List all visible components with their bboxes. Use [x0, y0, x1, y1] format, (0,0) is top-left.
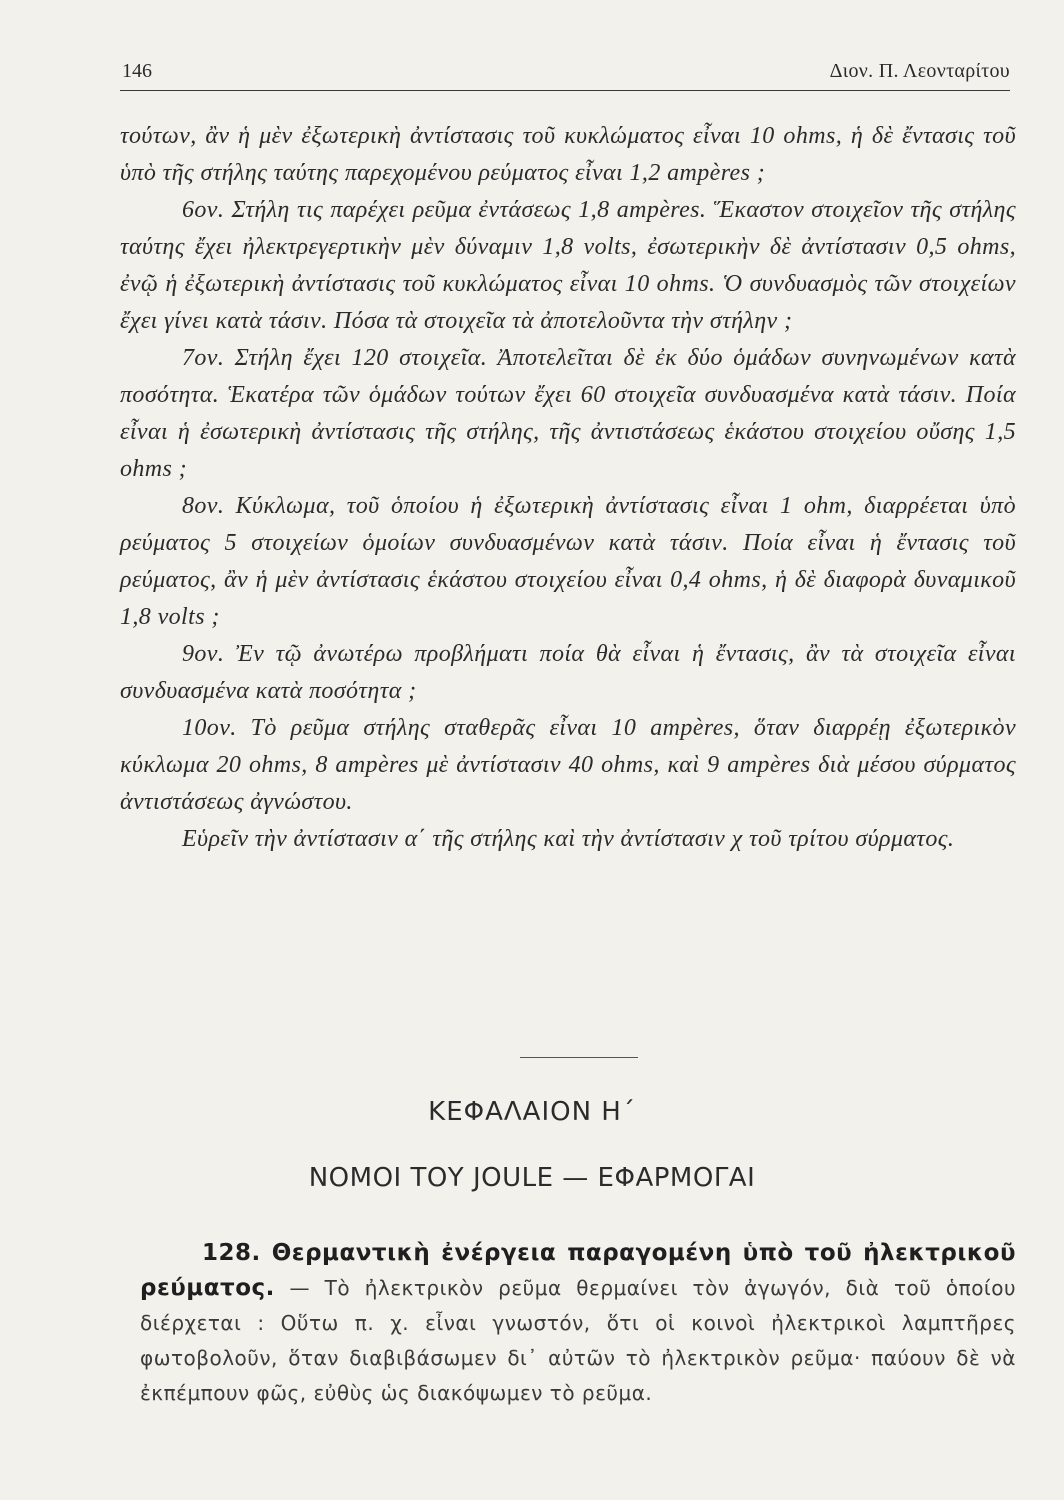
chapter-label: ΚΕΦΑΛΑΙΟΝ Η΄ [428, 1097, 636, 1127]
running-head [120, 58, 1010, 91]
section-128 [140, 1236, 1016, 1411]
section-body: — Τὸ ἠλεκτρικὸν ρεῦμα θερμαίνει τὸν ἀγωγόν, διὰ τοῦ ὁποίου διέρχεται : Οὕτω π. χ. εἶναι γνωστόν, ὅτι οἱ κοινοὶ ἠλεκτρικοὶ λαμπτῆρες φωτοβολοῦν, ὅταν διαβιβάσωμεν δι᾽ αὐτῶν τὸ ἠλεκτρικὸν ρεῦμα· παύουν δὲ νὰ ἐκπέμπουν φῶς, εὐθὺς ὡς διακόψωμεν τὸ ρεῦμα. [140, 1276, 1017, 1405]
problem-10-question: Εὑρεῖν τὴν ἀντίστασιν α΄ τῆς στήλης καὶ τὴν ἀντίστασιν χ τοῦ τρίτου σύρματος. [182, 826, 955, 852]
problem-5-continuation: τούτων, ἂν ἡ μὲν ἐξωτερικὴ ἀντίστασις τοῦ κυκλώματος εἶναι 10 ohms, ἡ δὲ ἔντασις τοῦ ὑπὸ τῆς στήλης ταύτης παρεχομένου ρεύματος εἶναι 1,2 ampères ; [120, 123, 1016, 186]
chapter-title: ΝΟΜΟΙ ΤΟΥ JOULE — ΕΦΑΡΜΟΓΑΙ [308, 1163, 756, 1193]
problems-list [120, 118, 1016, 858]
problem-9: 9ον. Ἐν τῷ ἀνωτέρω προβλήματι ποία θὰ εἶναι ἡ ἔντασις, ἂν τὰ στοιχεῖα εἶναι συνδυασμένα κατὰ ποσότητα ; [120, 641, 1016, 704]
section-paragraph [140, 1236, 1016, 1411]
section-heading: 128. Θερμαντικὴ ἐνέργεια παραγομένη ὑπὸ τοῦ ἠλεκτρικοῦ ρεύματος. [140, 1240, 1016, 1301]
running-title: Διον. Π. Λεονταρίτου [829, 60, 1010, 82]
section-divider [520, 1057, 638, 1058]
problem-10: 10ον. Τὸ ρεῦμα στήλης σταθερᾶς εἶναι 10 ampères, ὅταν διαρρέῃ ἐξωτερικὸν κύκλωμα 20 ohms, 8 ampères μὲ ἀντίστασιν 40 ohms, καὶ 9 ampères διὰ μέσου σύρματος ἀντιστάσεως ἀγνώστου. [120, 715, 1016, 815]
problem-7: 7ον. Στήλη ἔχει 120 στοιχεῖα. Ἀποτελεῖται δὲ ἐκ δύο ὁμάδων συνηνωμένων κατὰ ποσότητα. Ἑκατέρα τῶν ὁμάδων τούτων ἔχει 60 στοιχεῖα συνδυασμένα κατὰ τάσιν. Ποία εἶναι ἡ ἐσωτερικὴ ἀντίστασις τῆς στήλης, τῆς ἀντιστάσεως ἑκάστου στοιχείου οὔσης 1,5 ohms ; [120, 345, 1016, 482]
page-number: 146 [122, 60, 152, 82]
problem-6: 6ον. Στήλη τις παρέχει ρεῦμα ἐντάσεως 1,8 ampères. Ἕκαστον στοιχεῖον τῆς στήλης ταύτης ἔχει ἠλεκτρεγερτικὴν μὲν δύναμιν 1,8 volts, ἐσωτερικὴν δὲ ἀντίστασιν 0,5 ohms, ἐνῷ ἡ ἐξωτερικὴ ἀντίστασις τοῦ κυκλώματος εἶναι 10 ohms. Ὁ συνδυασμὸς τῶν στοιχείων ἔχει γίνει κατὰ τάσιν. Πόσα τὰ στοιχεῖα τὰ ἀποτελοῦντα τὴν στήλην ; [120, 197, 1016, 334]
problem-8: 8ον. Κύκλωμα, τοῦ ὁποίου ἡ ἐξωτερικὴ ἀντίστασις εἶναι 1 ohm, διαρρέεται ὑπὸ ρεύματος 5 στοιχείων ὁμοίων συνδυασμένων κατὰ τάσιν. Ποία εἶναι ἡ ἔντασις τοῦ ρεύματος, ἂν ἡ μὲν ἀντίστασις ἑκάστου στοιχείου εἶναι 0,4 ohms, ἡ δὲ διαφορὰ δυναμικοῦ 1,8 volts ; [120, 493, 1016, 630]
